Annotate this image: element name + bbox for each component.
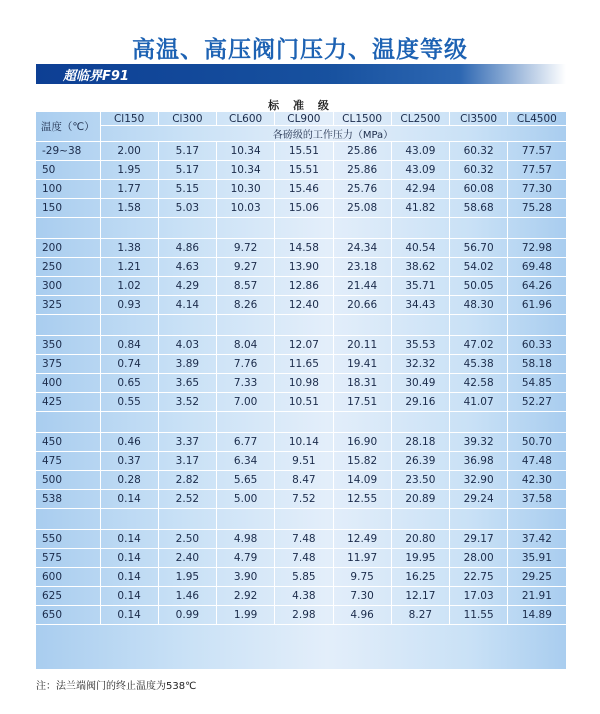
pressure-cell: 2.52	[158, 490, 216, 509]
spacer-cell	[158, 509, 216, 530]
temperature-cell: 100	[36, 180, 100, 199]
group-spacer-row	[36, 509, 566, 530]
pressure-cell: 2.40	[158, 549, 216, 568]
pressure-cell: 4.98	[217, 530, 275, 549]
spacer-cell	[158, 218, 216, 239]
material-banner	[36, 64, 566, 84]
temperature-cell: 600	[36, 568, 100, 587]
pressure-cell: 10.98	[275, 374, 333, 393]
footnote: 注：法兰端阀门的终止温度为538℃	[36, 681, 197, 692]
group-spacer-row	[36, 412, 566, 433]
pressure-cell: 4.63	[158, 258, 216, 277]
pressure-cell: 58.68	[450, 199, 508, 218]
pressure-cell: 48.30	[450, 296, 508, 315]
pressure-cell: 6.77	[217, 433, 275, 452]
pressure-cell: 60.08	[450, 180, 508, 199]
pressure-cell: 20.89	[391, 490, 449, 509]
pressure-cell: 42.30	[508, 471, 566, 490]
pressure-cell: 2.98	[275, 606, 333, 625]
temperature-cell: 325	[36, 296, 100, 315]
pressure-cell: 50.05	[450, 277, 508, 296]
pressure-cell: 15.06	[275, 199, 333, 218]
pressure-cell: 61.96	[508, 296, 566, 315]
pressure-cell: 2.00	[100, 142, 158, 161]
pressure-cell: 5.00	[217, 490, 275, 509]
pressure-cell: 3.90	[217, 568, 275, 587]
pressure-cell: 0.37	[100, 452, 158, 471]
pressure-cell: 10.14	[275, 433, 333, 452]
pressure-cell: 45.38	[450, 355, 508, 374]
class-header: CL4500	[508, 112, 566, 126]
pressure-cell: 5.65	[217, 471, 275, 490]
spacer-cell	[275, 412, 333, 433]
pressure-cell: 54.02	[450, 258, 508, 277]
pressure-cell: 15.51	[275, 142, 333, 161]
pressure-cell: 7.33	[217, 374, 275, 393]
temperature-cell: 350	[36, 336, 100, 355]
pressure-cell: 23.18	[333, 258, 391, 277]
temperature-cell: 450	[36, 433, 100, 452]
pressure-cell: 20.80	[391, 530, 449, 549]
temperature-cell: 250	[36, 258, 100, 277]
pressure-cell: 29.25	[508, 568, 566, 587]
pressure-cell: 37.58	[508, 490, 566, 509]
spacer-cell	[100, 412, 158, 433]
table-row	[36, 393, 566, 412]
pressure-cell: 72.98	[508, 239, 566, 258]
temperature-cell: 200	[36, 239, 100, 258]
spacer-cell	[508, 218, 566, 239]
table-row	[36, 606, 566, 625]
pressure-cell: 0.14	[100, 490, 158, 509]
pressure-cell: 8.04	[217, 336, 275, 355]
pressure-cell: 17.03	[450, 587, 508, 606]
pressure-cell: 10.34	[217, 142, 275, 161]
spacer-cell	[450, 509, 508, 530]
spacer-cell	[36, 315, 100, 336]
pressure-cell: 12.49	[333, 530, 391, 549]
spacer-cell	[333, 412, 391, 433]
pressure-cell: 14.89	[508, 606, 566, 625]
pressure-cell: 16.90	[333, 433, 391, 452]
pressure-cell: 32.32	[391, 355, 449, 374]
pressure-cell: 9.72	[217, 239, 275, 258]
pressure-cell: 12.17	[391, 587, 449, 606]
pressure-cell: 41.82	[391, 199, 449, 218]
class-header: CL600	[217, 112, 275, 126]
spacer-cell	[100, 509, 158, 530]
spacer-cell	[391, 218, 449, 239]
table-row	[36, 355, 566, 374]
pressure-cell: 0.46	[100, 433, 158, 452]
pressure-cell: 24.34	[333, 239, 391, 258]
pressure-cell: 1.95	[100, 161, 158, 180]
pressure-cell: 4.86	[158, 239, 216, 258]
pressure-cell: 0.55	[100, 393, 158, 412]
spacer-cell	[217, 218, 275, 239]
pressure-cell: 3.65	[158, 374, 216, 393]
pressure-cell: 1.38	[100, 239, 158, 258]
unit-header: 各磅级的工作压力（MPa）	[100, 126, 566, 142]
spacer-cell	[391, 315, 449, 336]
pressure-cell: 25.08	[333, 199, 391, 218]
pressure-cell: 0.14	[100, 568, 158, 587]
pressure-cell: 75.28	[508, 199, 566, 218]
pressure-cell: 35.71	[391, 277, 449, 296]
pressure-cell: 0.14	[100, 587, 158, 606]
spacer-cell	[508, 509, 566, 530]
pressure-cell: 37.42	[508, 530, 566, 549]
pressure-cell: 54.85	[508, 374, 566, 393]
pressure-cell: 7.48	[275, 549, 333, 568]
pressure-cell: 34.43	[391, 296, 449, 315]
pressure-cell: 0.65	[100, 374, 158, 393]
pressure-cell: 18.31	[333, 374, 391, 393]
pressure-cell: 4.03	[158, 336, 216, 355]
pressure-table-area	[36, 112, 566, 669]
spacer-cell	[100, 315, 158, 336]
table-row	[36, 433, 566, 452]
spacer-cell	[36, 509, 100, 530]
pressure-cell: 42.58	[450, 374, 508, 393]
class-header: CL900	[275, 112, 333, 126]
pressure-cell: 20.11	[333, 336, 391, 355]
pressure-cell: 0.14	[100, 549, 158, 568]
pressure-cell: 26.39	[391, 452, 449, 471]
pressure-cell: 11.65	[275, 355, 333, 374]
spacer-cell	[333, 509, 391, 530]
pressure-cell: 3.17	[158, 452, 216, 471]
temperature-header: 温度（℃）	[36, 112, 100, 142]
table-row	[36, 296, 566, 315]
pressure-cell: 41.07	[450, 393, 508, 412]
pressure-cell: 3.89	[158, 355, 216, 374]
pressure-cell: 14.09	[333, 471, 391, 490]
pressure-cell: 17.51	[333, 393, 391, 412]
pressure-cell: 5.17	[158, 142, 216, 161]
pressure-cell: 20.66	[333, 296, 391, 315]
spacer-cell	[100, 218, 158, 239]
temperature-cell: 475	[36, 452, 100, 471]
pressure-cell: 3.37	[158, 433, 216, 452]
table-row	[36, 258, 566, 277]
spacer-cell	[217, 509, 275, 530]
spacer-cell	[217, 315, 275, 336]
pressure-cell: 40.54	[391, 239, 449, 258]
pressure-cell: 5.15	[158, 180, 216, 199]
page-title: 高温、高压阀门压力、温度等级	[132, 37, 468, 63]
pressure-cell: 0.28	[100, 471, 158, 490]
pressure-cell: 16.25	[391, 568, 449, 587]
pressure-cell: 3.52	[158, 393, 216, 412]
pressure-cell: 4.29	[158, 277, 216, 296]
pressure-cell: 12.40	[275, 296, 333, 315]
pressure-cell: 25.86	[333, 142, 391, 161]
table-row	[36, 452, 566, 471]
pressure-cell: 4.96	[333, 606, 391, 625]
pressure-cell: 35.53	[391, 336, 449, 355]
class-header: Cl150	[100, 112, 158, 126]
table-row	[36, 568, 566, 587]
pressure-cell: 69.48	[508, 258, 566, 277]
pressure-cell: 12.55	[333, 490, 391, 509]
pressure-cell: 77.57	[508, 142, 566, 161]
spacer-cell	[158, 315, 216, 336]
class-header: CL1500	[333, 112, 391, 126]
pressure-cell: 1.46	[158, 587, 216, 606]
spacer-cell	[158, 412, 216, 433]
pressure-cell: 1.02	[100, 277, 158, 296]
standard-label: 标 准 级	[268, 99, 334, 112]
table-row	[36, 490, 566, 509]
table-row	[36, 471, 566, 490]
pressure-cell: 12.86	[275, 277, 333, 296]
pressure-cell: 0.14	[100, 606, 158, 625]
spacer-cell	[36, 218, 100, 239]
pressure-cell: 25.86	[333, 161, 391, 180]
pressure-cell: 7.00	[217, 393, 275, 412]
pressure-cell: 10.51	[275, 393, 333, 412]
pressure-cell: 15.82	[333, 452, 391, 471]
pressure-cell: 5.85	[275, 568, 333, 587]
pressure-cell: 4.38	[275, 587, 333, 606]
pressure-cell: 7.76	[217, 355, 275, 374]
pressure-cell: 60.32	[450, 161, 508, 180]
pressure-cell: 14.58	[275, 239, 333, 258]
pressure-cell: 60.32	[450, 142, 508, 161]
pressure-cell: 30.49	[391, 374, 449, 393]
spacer-cell	[508, 315, 566, 336]
pressure-cell: 36.98	[450, 452, 508, 471]
pressure-cell: 0.74	[100, 355, 158, 374]
table-row	[36, 549, 566, 568]
pressure-cell: 11.97	[333, 549, 391, 568]
pressure-cell: 1.77	[100, 180, 158, 199]
pressure-cell: 15.51	[275, 161, 333, 180]
pressure-cell: 0.14	[100, 530, 158, 549]
pressure-cell: 4.14	[158, 296, 216, 315]
pressure-cell: 4.79	[217, 549, 275, 568]
pressure-cell: 50.70	[508, 433, 566, 452]
class-header: Cl3500	[450, 112, 508, 126]
pressure-cell: 7.48	[275, 530, 333, 549]
pressure-cell: 38.62	[391, 258, 449, 277]
temperature-cell: 300	[36, 277, 100, 296]
temperature-cell: 400	[36, 374, 100, 393]
temperature-cell: 625	[36, 587, 100, 606]
table-row	[36, 161, 566, 180]
pressure-cell: 28.00	[450, 549, 508, 568]
pressure-cell: 47.02	[450, 336, 508, 355]
spacer-cell	[391, 412, 449, 433]
pressure-cell: 21.44	[333, 277, 391, 296]
pressure-cell: 58.18	[508, 355, 566, 374]
spacer-cell	[275, 218, 333, 239]
pressure-cell: 8.27	[391, 606, 449, 625]
pressure-cell: 5.17	[158, 161, 216, 180]
pressure-cell: 15.46	[275, 180, 333, 199]
pressure-cell: 77.30	[508, 180, 566, 199]
pressure-cell: 1.99	[217, 606, 275, 625]
pressure-cell: 60.33	[508, 336, 566, 355]
pressure-cell: 13.90	[275, 258, 333, 277]
pressure-cell: 47.48	[508, 452, 566, 471]
temperature-cell: 550	[36, 530, 100, 549]
pressure-cell: 21.91	[508, 587, 566, 606]
temperature-cell: 650	[36, 606, 100, 625]
pressure-cell: 7.52	[275, 490, 333, 509]
pressure-cell: 12.07	[275, 336, 333, 355]
pressure-cell: 19.41	[333, 355, 391, 374]
pressure-cell: 35.91	[508, 549, 566, 568]
pressure-cell: 43.09	[391, 142, 449, 161]
pressure-cell: 8.57	[217, 277, 275, 296]
temperature-cell: 50	[36, 161, 100, 180]
pressure-cell: 10.34	[217, 161, 275, 180]
table-body	[36, 142, 566, 625]
pressure-cell: 42.94	[391, 180, 449, 199]
pressure-cell: 0.99	[158, 606, 216, 625]
group-spacer-row	[36, 315, 566, 336]
pressure-cell: 43.09	[391, 161, 449, 180]
pressure-cell: 19.95	[391, 549, 449, 568]
pressure-cell: 2.92	[217, 587, 275, 606]
spacer-cell	[275, 315, 333, 336]
table-row	[36, 199, 566, 218]
spacer-cell	[508, 412, 566, 433]
spacer-cell	[217, 412, 275, 433]
spacer-cell	[450, 315, 508, 336]
spacer-cell	[450, 218, 508, 239]
pressure-cell: 7.30	[333, 587, 391, 606]
spacer-cell	[333, 218, 391, 239]
spacer-cell	[275, 509, 333, 530]
spacer-cell	[333, 315, 391, 336]
pressure-cell: 9.51	[275, 452, 333, 471]
pressure-cell: 25.76	[333, 180, 391, 199]
pressure-cell: 2.82	[158, 471, 216, 490]
spacer-cell	[36, 412, 100, 433]
pressure-cell: 0.93	[100, 296, 158, 315]
pressure-cell: 64.26	[508, 277, 566, 296]
table-row	[36, 142, 566, 161]
class-header: CL2500	[391, 112, 449, 126]
pressure-cell: 0.84	[100, 336, 158, 355]
pressure-cell: 52.27	[508, 393, 566, 412]
table-row	[36, 277, 566, 296]
temperature-cell: 375	[36, 355, 100, 374]
pressure-cell: 22.75	[450, 568, 508, 587]
pressure-cell: 6.34	[217, 452, 275, 471]
temperature-cell: 575	[36, 549, 100, 568]
table-row	[36, 336, 566, 355]
temperature-cell: 150	[36, 199, 100, 218]
group-spacer-row	[36, 218, 566, 239]
temperature-cell: 425	[36, 393, 100, 412]
table-row	[36, 239, 566, 258]
pressure-cell: 5.03	[158, 199, 216, 218]
pressure-cell: 29.17	[450, 530, 508, 549]
table-row	[36, 180, 566, 199]
pressure-cell: 2.50	[158, 530, 216, 549]
pressure-cell: 29.16	[391, 393, 449, 412]
pressure-cell: 29.24	[450, 490, 508, 509]
pressure-cell: 8.26	[217, 296, 275, 315]
pressure-cell: 39.32	[450, 433, 508, 452]
pressure-cell: 28.18	[391, 433, 449, 452]
pressure-cell: 9.27	[217, 258, 275, 277]
pressure-cell: 1.58	[100, 199, 158, 218]
material-label: 超临界F91	[63, 69, 129, 84]
table-row	[36, 374, 566, 393]
pressure-cell: 56.70	[450, 239, 508, 258]
spacer-cell	[391, 509, 449, 530]
pressure-cell: 9.75	[333, 568, 391, 587]
temperature-cell: 500	[36, 471, 100, 490]
pressure-cell: 10.03	[217, 199, 275, 218]
temperature-cell: -29~38	[36, 142, 100, 161]
temperature-cell: 538	[36, 490, 100, 509]
pressure-cell: 1.95	[158, 568, 216, 587]
spacer-cell	[450, 412, 508, 433]
pressure-cell: 8.47	[275, 471, 333, 490]
pressure-cell: 77.57	[508, 161, 566, 180]
pressure-cell: 10.30	[217, 180, 275, 199]
pressure-temperature-table	[36, 112, 567, 625]
table-row	[36, 530, 566, 549]
pressure-cell: 11.55	[450, 606, 508, 625]
table-row	[36, 587, 566, 606]
class-header: Cl300	[158, 112, 216, 126]
pressure-cell: 23.50	[391, 471, 449, 490]
pressure-cell: 1.21	[100, 258, 158, 277]
pressure-cell: 32.90	[450, 471, 508, 490]
